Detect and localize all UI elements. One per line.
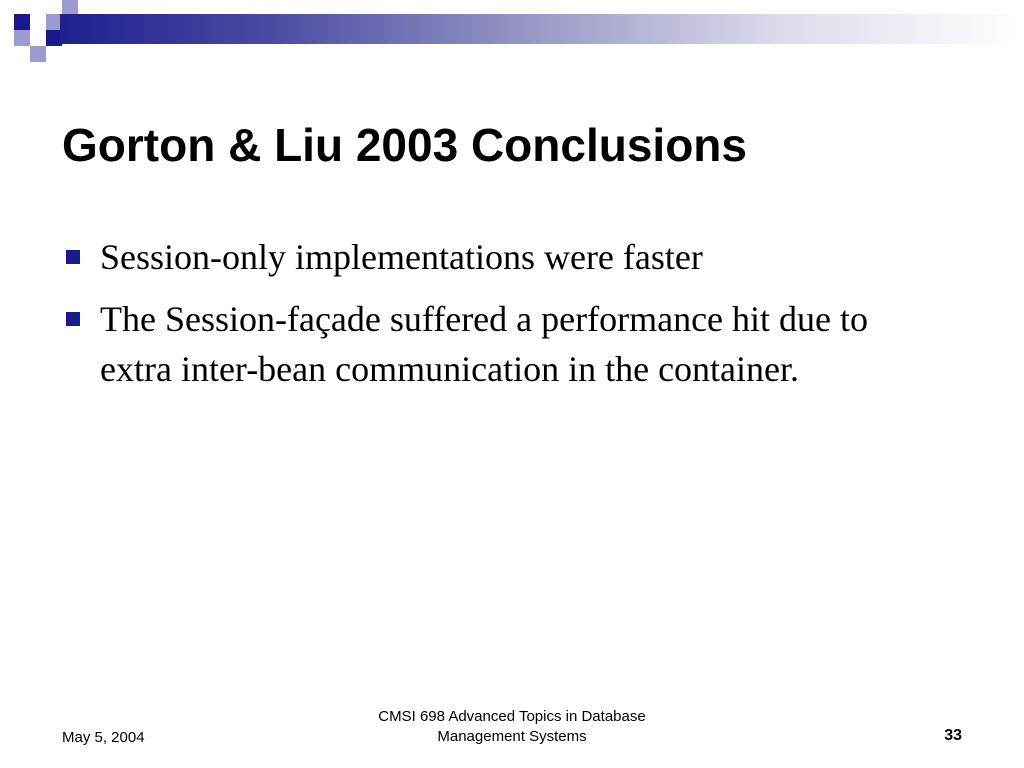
bullet-text: Session-only implementations were faster <box>100 237 703 277</box>
square-bullet-icon <box>66 250 80 264</box>
deco-square <box>30 30 46 46</box>
footer-date: May 5, 2004 <box>62 729 145 746</box>
footer-course-line: Management Systems <box>437 728 587 745</box>
bullet-list <box>62 232 942 406</box>
bullet-item <box>62 294 942 394</box>
footer-course-line: CMSI 698 Advanced Topics in Database <box>378 708 646 725</box>
deco-square <box>30 14 46 30</box>
footer-course-title <box>312 707 712 747</box>
square-bullet-icon <box>66 312 80 326</box>
bullet-item <box>62 232 942 282</box>
bullet-text: The Session-façade suffered a performance hit due to extra inter-bean communication in the container. <box>100 299 869 389</box>
page-number: 33 <box>944 727 962 744</box>
deco-square <box>14 30 30 46</box>
slide-title: Gorton & Liu 2003 Conclusions <box>62 119 747 171</box>
deco-square <box>30 46 46 62</box>
deco-square <box>14 14 30 30</box>
header-gradient-bar <box>60 14 1024 44</box>
